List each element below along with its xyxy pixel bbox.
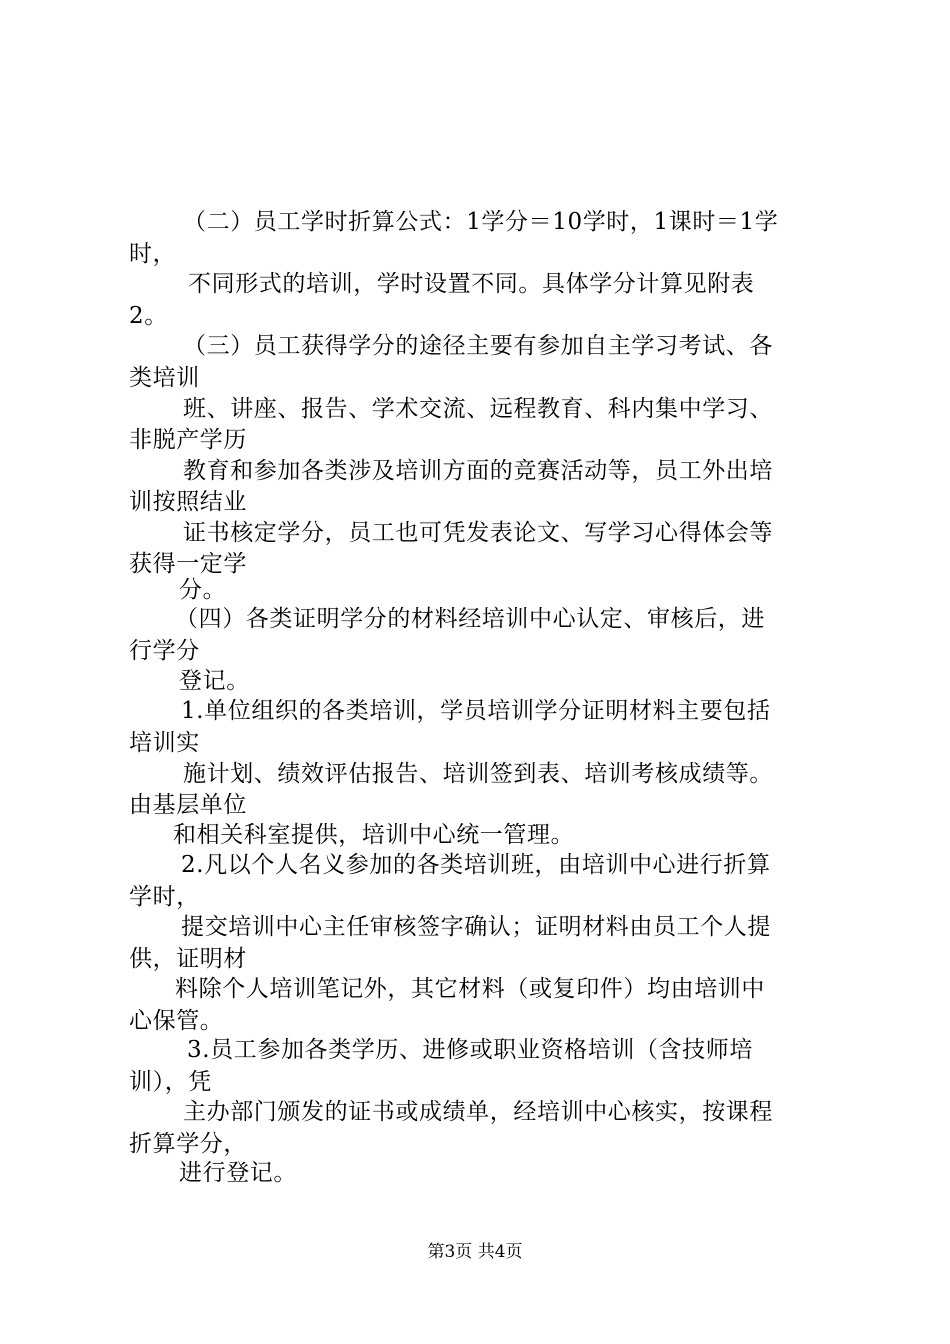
text-line: 提交培训中心主任审核签字确认；证明材料由员工个人提 [181,914,771,940]
text-line: 折算学分， [129,1131,247,1157]
text-line: （三）员工获得学分的途径主要有参加自主学习考试、各 [183,333,773,359]
text-line: 进行登记。 [179,1160,297,1186]
text-line: 非脱产学历 [129,427,247,453]
text-line: 3.员工参加各类学历、进修或职业资格培训（含技师培 [187,1037,753,1063]
text-line: 班、讲座、报告、学术交流、远程教育、科内集中学习、 [183,396,773,422]
page-number-footer: 第3页 共4页 [427,1242,523,1262]
text-line: 行学分 [129,638,200,664]
text-line: 和相关科室提供，培训中心统一管理。 [173,822,575,848]
text-line: 分。 [179,577,227,603]
text-line: 教育和参加各类涉及培训方面的竞赛活动等，员工外出培 [183,458,773,484]
text-line: 2。 [129,303,168,329]
text-line: 时， [129,241,177,267]
text-line: 培训实 [129,730,200,756]
text-line: 料除个人培训笔记外，其它材料（或复印件）均由培训中 [175,976,765,1002]
text-line: 供，证明材 [129,946,247,972]
text-line: 获得一定学 [129,551,247,577]
text-line: 心保管。 [129,1008,224,1034]
text-line: 证书核定学分，员工也可凭发表论文、写学习心得体会等 [183,520,773,546]
text-line: 2.凡以个人名义参加的各类培训班，由培训中心进行折算 [181,852,771,878]
text-line: 学时， [129,884,200,910]
text-line: 训按照结业 [129,489,247,515]
text-line: 1.单位组织的各类培训，学员培训学分证明材料主要包括 [181,698,771,724]
text-line: 施计划、绩效评估报告、培训签到表、培训考核成绩等。 [183,761,773,787]
text-line: 训），凭 [129,1069,212,1095]
text-line: 不同形式的培训，学时设置不同。具体学分计算见附表 [188,271,755,297]
text-line: 登记。 [179,668,250,694]
text-line: 主办部门颁发的证书或成绩单，经培训中心核实，按课程 [183,1099,773,1125]
text-line: （二）员工学时折算公式：1学分＝10学时，1课时＝1学 [183,209,779,235]
text-line: 由基层单位 [129,792,247,818]
text-line: （四）各类证明学分的材料经培训中心认定、审核后，进 [175,606,765,632]
text-line: 类培训 [129,365,200,391]
